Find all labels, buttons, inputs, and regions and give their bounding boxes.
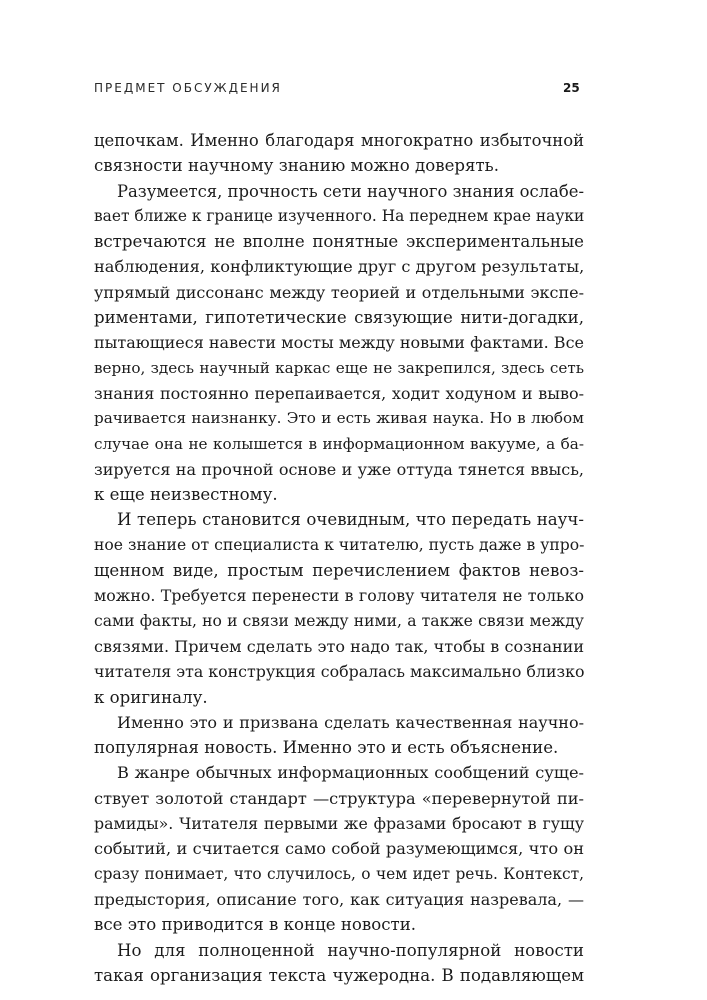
text-line: риментами, гипотетические связующие нити-догадки, bbox=[94, 308, 584, 328]
text-line: читателя эта конструкция собралась максимально близко bbox=[94, 662, 585, 682]
text-line: предыстория, описание того, как ситуация назревала, — bbox=[94, 889, 584, 909]
text-line: зируется на прочной основе и уже оттуда тянется ввысь, bbox=[94, 459, 584, 479]
text-line: такая организация текста чужеродна. В подавляющем bbox=[94, 965, 584, 985]
text-line: В жанре обычных информационных сообщений суще- bbox=[117, 763, 584, 783]
text-line: встречаются не вполне понятные экспериментальные bbox=[94, 232, 584, 252]
text-line: вает ближе к границе изученного. На переднем крае науки bbox=[94, 206, 585, 225]
text-line: пытающиеся навести мосты между новыми фактами. Все bbox=[94, 333, 584, 353]
running-head: ПРЕДМЕТ ОБСУЖДЕНИЯ bbox=[94, 81, 282, 95]
text-line: к оригиналу. bbox=[94, 687, 208, 707]
text-line: ствует золотой стандарт —структура «перевернутой пи- bbox=[94, 788, 584, 808]
text-line: связности научному знанию можно доверять. bbox=[94, 156, 499, 176]
text-line: знания постоянно перепаивается, ходит ходуном и выво- bbox=[94, 383, 584, 403]
text-line: Разумеется, прочность сети научного знания ослабе- bbox=[117, 181, 584, 201]
text-line: цепочкам. Именно благодаря многократно избыточной bbox=[94, 131, 584, 150]
text-line: событий, и считается само собой разумеющимся, что он bbox=[94, 839, 584, 859]
text-line: Именно это и призвана сделать качественная научно- bbox=[117, 712, 584, 732]
text-line: верно, здесь научный каркас еще не закрепился, здесь сеть bbox=[94, 358, 584, 377]
text-line: Но для полноценной научно-популярной новости bbox=[117, 940, 584, 960]
text-line: рамиды». Читателя первыми же фразами бросают в гущу bbox=[94, 814, 584, 834]
page-number: 25 bbox=[563, 81, 580, 95]
text-line: к еще неизвестному. bbox=[94, 485, 278, 505]
text-line: щенном виде, простым перечислением фактов невоз- bbox=[94, 561, 584, 581]
text-line: популярная новость. Именно это и есть объяснение. bbox=[94, 738, 559, 758]
text-line: случае она не колышется в информационном вакууме, а ба- bbox=[94, 434, 584, 453]
text-line: упрямый диссонанс между теорией и отдельными экспе- bbox=[94, 282, 584, 302]
text-line: сами факты, но и связи между ними, а также связи между bbox=[94, 611, 584, 630]
text-line: сразу понимает, что случилось, о чем идет речь. Контекст, bbox=[94, 864, 584, 883]
text-line: ное знание от специалиста к читателю, пусть даже в упро- bbox=[94, 535, 585, 554]
body-text bbox=[94, 128, 584, 988]
text-line: рачивается наизнанку. Это и есть живая наука. Но в любом bbox=[94, 409, 584, 428]
text-line: все это приводится в конце новости. bbox=[94, 915, 417, 935]
text-line: И теперь становится очевидным, что передать науч- bbox=[117, 510, 584, 530]
text-line: наблюдения, конфликтующие друг с другом результаты, bbox=[94, 257, 585, 277]
text-line: можно. Требуется перенести в голову читателя не только bbox=[94, 586, 584, 606]
text-line: связями. Причем сделать это надо так, чтобы в сознании bbox=[94, 636, 584, 656]
